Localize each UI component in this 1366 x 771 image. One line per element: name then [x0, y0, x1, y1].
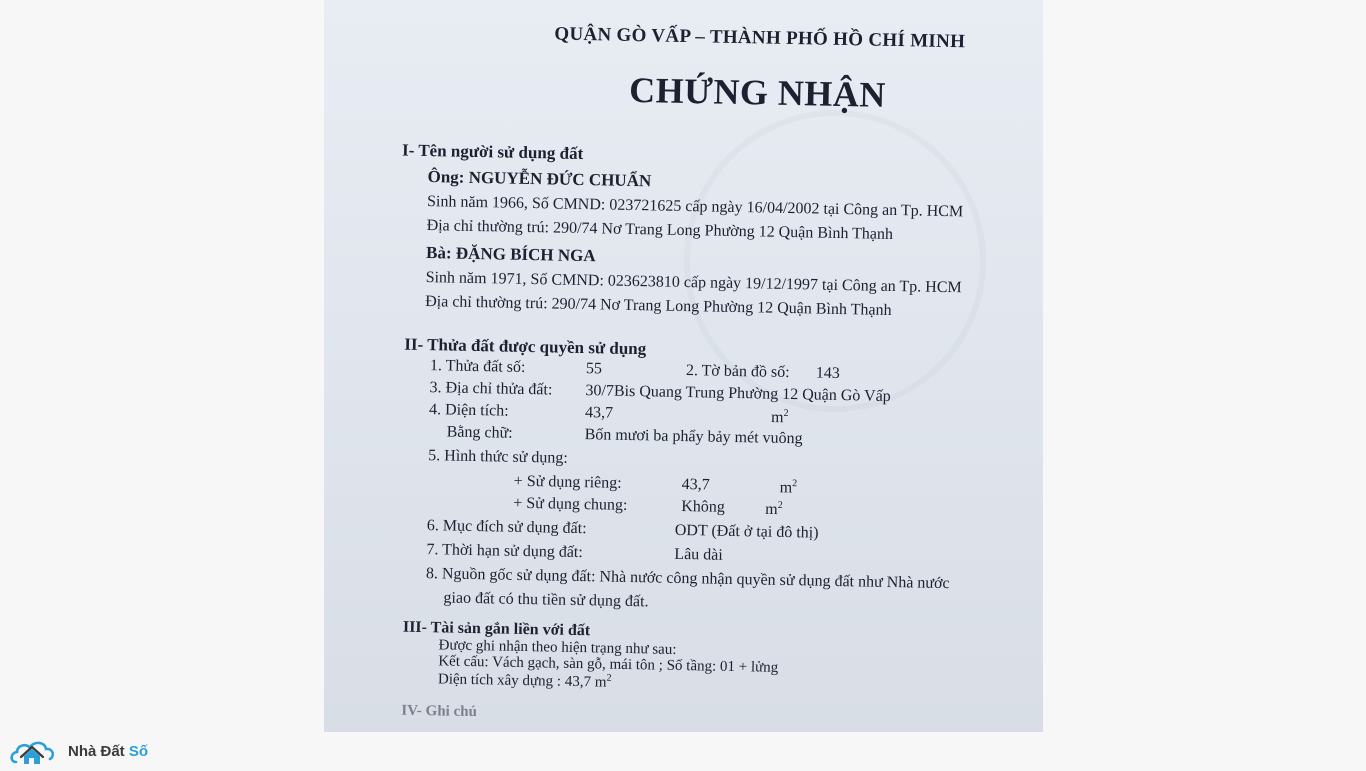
area-words-value: Bốn mươi ba phẩy bảy mét vuông — [584, 426, 803, 448]
common-use-unit: $m^2$ — [765, 499, 783, 519]
area-words-label: Bằng chữ: — [446, 423, 513, 442]
private-use-value: 43,7 — [681, 475, 710, 494]
parcel-label: 1. Thửa đất số: — [429, 357, 526, 376]
house-cloud-icon — [8, 734, 66, 766]
assets-line1: Được ghi nhận theo hiện trạng như sau: — [438, 637, 677, 658]
address-label: 3. Địa chỉ thửa đất: — [429, 379, 553, 399]
site-watermark-logo — [8, 734, 168, 766]
section2-heading: II- Thửa đất được quyền sử dụng — [404, 334, 647, 359]
section3-heading: III- Tài sản gắn liền với đất — [402, 618, 591, 640]
district-header: QUẬN GÒ VẤP – THÀNH PHỐ HỒ CHÍ MINH — [554, 23, 966, 53]
person2-name: Bà: ĐẶNG BÍCH NGA — [425, 243, 596, 266]
area-label: 4. Diện tích: — [428, 401, 509, 420]
section4-heading: IV- Ghi chú — [401, 702, 478, 721]
purpose-value: ODT (Đất ở tại đô thị) — [674, 521, 819, 542]
document-title: CHỨNG NHẬN — [628, 69, 887, 115]
purpose-label: 6. Mục đích sử dụng đất: — [426, 517, 587, 538]
person1-address: Địa chỉ thường trú: 290/74 Nơ Trang Long Phường 12 Quận Bình Thạnh — [426, 217, 894, 243]
certificate-document — [324, 0, 1043, 732]
parcel-value: 55 — [585, 360, 603, 378]
person1-birth: Sinh năm 1966, Số CMND: 023721625 cấp ngày 16/04/2002 tại Công an Tp. HCM — [426, 193, 964, 221]
person1-name: Ông: NGUYỄN ĐỨC CHUẨN — [427, 167, 652, 191]
site-watermark-text: Nhà Đất Số — [68, 743, 149, 760]
section1-heading: I- Tên người sử dụng đất — [401, 140, 584, 164]
address-value: 30/7Bis Quang Trung Phường 12 Quận Gò Vấp — [585, 382, 891, 405]
private-use-label: + Sử dụng riêng: — [513, 472, 622, 492]
area-unit: $m^2$ — [770, 407, 789, 427]
map-value: 143 — [815, 364, 841, 383]
term-label: 7. Thời hạn sử dụng đất: — [426, 541, 583, 562]
usage-form-label: 5. Hình thức sử dụng: — [428, 447, 568, 467]
common-use-value: Không — [681, 497, 726, 516]
person2-address: Địa chỉ thường trú: 290/74 Nơ Trang Long Phường 12 Quận Bình Thạnh — [425, 293, 892, 319]
origin-line1: 8. Nguồn gốc sử dụng đất: Nhà nước công nhận quyền sử dụng đất như Nhà nước — [425, 565, 950, 593]
person2-birth: Sinh năm 1971, Số CMND: 023623810 cấp ngày 19/12/1997 tại Công an Tp. HCM — [425, 269, 962, 297]
map-label: 2. Tờ bản đồ số: — [685, 362, 790, 382]
area-value: 43,7 — [584, 404, 614, 422]
common-use-label: + Sử dụng chung: — [513, 494, 628, 514]
origin-line2: giao đất có thu tiền sử dụng đất. — [443, 589, 649, 611]
assets-line3: Diện tích xây dựng : 43,7 $m^2$ — [437, 671, 612, 691]
document-photo — [324, 0, 1043, 732]
assets-line2: Kết cấu: Vách gạch, sàn gỗ, mái tôn ; Số tầng: 01 + lửng — [438, 653, 779, 676]
private-use-unit: $m^2$ — [779, 478, 798, 497]
term-value: Lâu dài — [674, 545, 723, 564]
